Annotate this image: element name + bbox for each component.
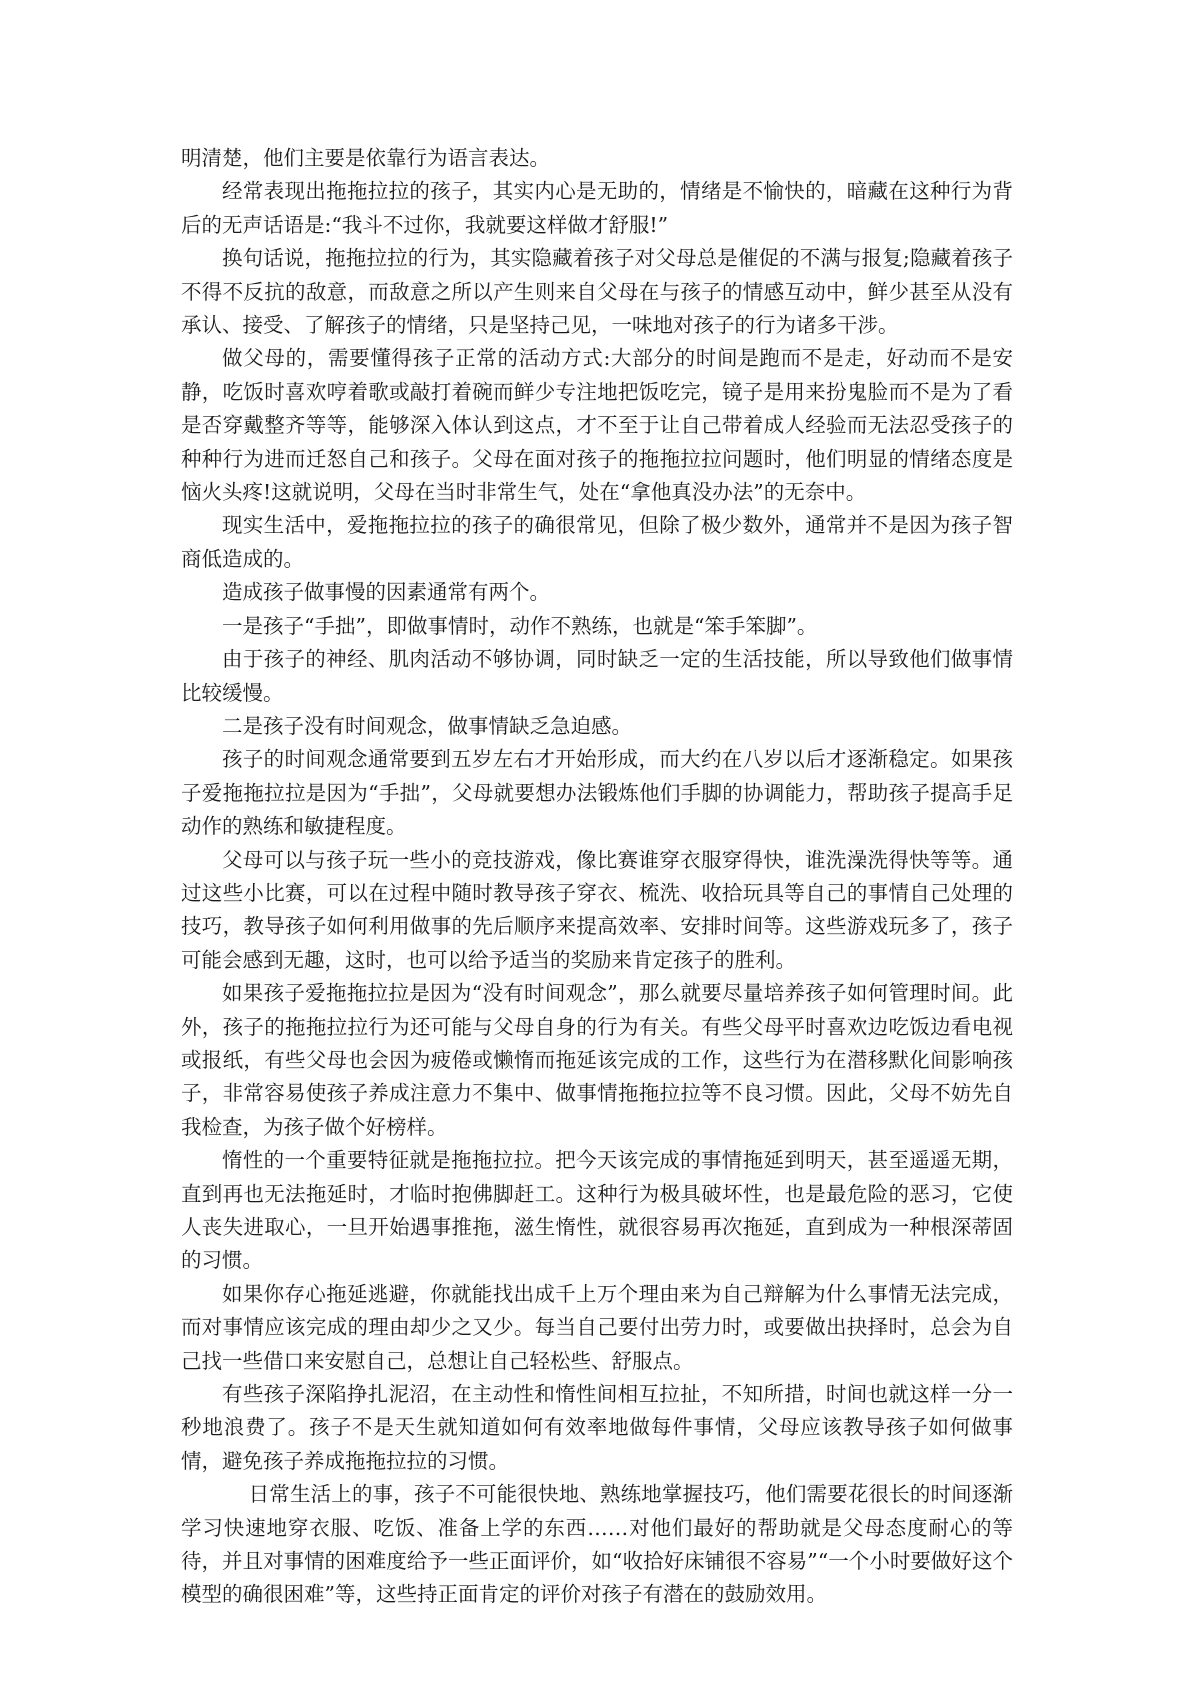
paragraph: 由于孩子的神经、肌肉活动不够协调，同时缺乏一定的生活技能，所以导致他们做事情比较缓慢。 xyxy=(181,647,1013,705)
paragraph: 二是孩子没有时间观念，做事情缺乏急迫感。 xyxy=(222,713,632,738)
paragraph: 有些孩子深陷挣扎泥沼，在主动性和惰性间相互拉扯，不知所措，时间也就这样一分一秒地浪费了。孩子不是天生就知道如何有效率地做每件事情，父母应该教导孩子如何做事情，避免孩子养成拖拖拉拉的习惯。 xyxy=(181,1382,1013,1473)
paragraph: 如果你存心拖延逃避，你就能找出成千上万个理由来为自己辩解为什么事情无法完成，而对事情应该完成的理由却少之又少。每当自己要付出劳力时，或要做出抉择时，总会为自己找一些借口来安慰自己，总想让自己轻松些、舒服点。 xyxy=(181,1281,1013,1373)
paragraph: 一是孩子“手拙”，即做事情时，动作不熟练，也就是“笨手笨脚”。 xyxy=(222,613,818,638)
paragraph: 明清楚，他们主要是依靠行为语言表达。 xyxy=(181,146,550,170)
paragraph: 孩子的时间观念通常要到五岁左右才开始形成，而大约在八岁以后才逐渐稳定。如果孩子爱拖拖拉拉是因为“手拙”，父母就要想办法锻炼他们手脚的协调能力，帮助孩子提高手足动作的熟练和敏捷程度。 xyxy=(181,747,1013,839)
paragraph: 现实生活中，爱拖拖拉拉的孩子的确很常见，但除了极少数外，通常并不是因为孩子智商低造成的。 xyxy=(181,513,1013,571)
paragraph: 做父母的，需要懂得孩子正常的活动方式:大部分的时间是跑而不是走，好动而不是安静，吃饭时喜欢哼着歌或敲打着碗而鲜少专注地把饭吃完，镜子是用来扮鬼脸而不是为了看是否穿戴整齐等等，能够深入体认到这点，才不至于让自己带着成人经验而无法忍受孩子的种种行为进而迁怒自己和孩子。父母在面对孩子的拖拖拉拉问题时，他们明显的情绪态度是恼火头疼!这就说明，父母在当时非常生气，处在“拿他真没办法”的无奈中。 xyxy=(181,346,1013,505)
paragraph: 造成孩子做事慢的因素通常有两个。 xyxy=(222,580,550,605)
paragraph: 如果孩子爱拖拖拉拉是因为“没有时间观念”，那么就要尽量培养孩子如何管理时间。此外，孩子的拖拖拉拉行为还可能与父母自身的行为有关。有些父母平时喜欢边吃饭边看电视或报纸，有些父母也会因为疲倦或懒惰而拖延该完成的工作，这些行为在潜移默化间影响孩子，非常容易使孩子养成注意力不集中、做事情拖拖拉拉等不良习惯。因此，父母不妨先自我检查，为孩子做个好榜样。 xyxy=(181,981,1013,1139)
paragraph: 父母可以与孩子玩一些小的竞技游戏，像比赛谁穿衣服穿得快，谁洗澡洗得快等等。通过这些小比赛，可以在过程中随时教导孩子穿衣、梳洗、收拾玩具等自己的事情自己处理的技巧，教导孩子如何利用做事的先后顺序来提高效率、安排时间等。这些游戏玩多了，孩子可能会感到无趣，这时，也可以给予适当的奖励来肯定孩子的胜利。 xyxy=(181,847,1013,972)
document-body xyxy=(181,142,1013,1612)
paragraph: 经常表现出拖拖拉拉的孩子，其实内心是无助的，情绪是不愉快的，暗藏在这种行为背后的无声话语是:“我斗不过你，我就要这样做才舒服!” xyxy=(181,179,1013,237)
paragraph: 日常生活上的事，孩子不可能很快地、熟练地掌握技巧，他们需要花很长的时间逐渐学习快速地穿衣服、吃饭、准备上学的东西……对他们最好的帮助就是父母态度耐心的等待，并且对事情的困难度给予一些正面评价，如“收拾好床铺很不容易”“一个小时要做好这个模型的确很困难”等，这些持正面肯定的评价对孩子有潜在的鼓励效用。 xyxy=(181,1482,1013,1607)
paragraph: 惰性的一个重要特征就是拖拖拉拉。把今天该完成的事情拖延到明天，甚至遥遥无期，直到再也无法拖延时，才临时抱佛脚赶工。这种行为极具破坏性，也是最危险的恶习，它使人丧失进取心，一旦开始遇事推拖，滋生惰性，就很容易再次拖延，直到成为一种根深蒂固的习惯。 xyxy=(181,1148,1013,1273)
paragraph: 换句话说，拖拖拉拉的行为，其实隐藏着孩子对父母总是催促的不满与报复;隐藏着孩子不得不反抗的敌意，而敌意之所以产生则来自父母在与孩子的情感互动中，鲜少甚至从没有承认、接受、了解孩子的情绪，只是坚持己见，一味地对孩子的行为诸多干涉。 xyxy=(181,246,1013,338)
